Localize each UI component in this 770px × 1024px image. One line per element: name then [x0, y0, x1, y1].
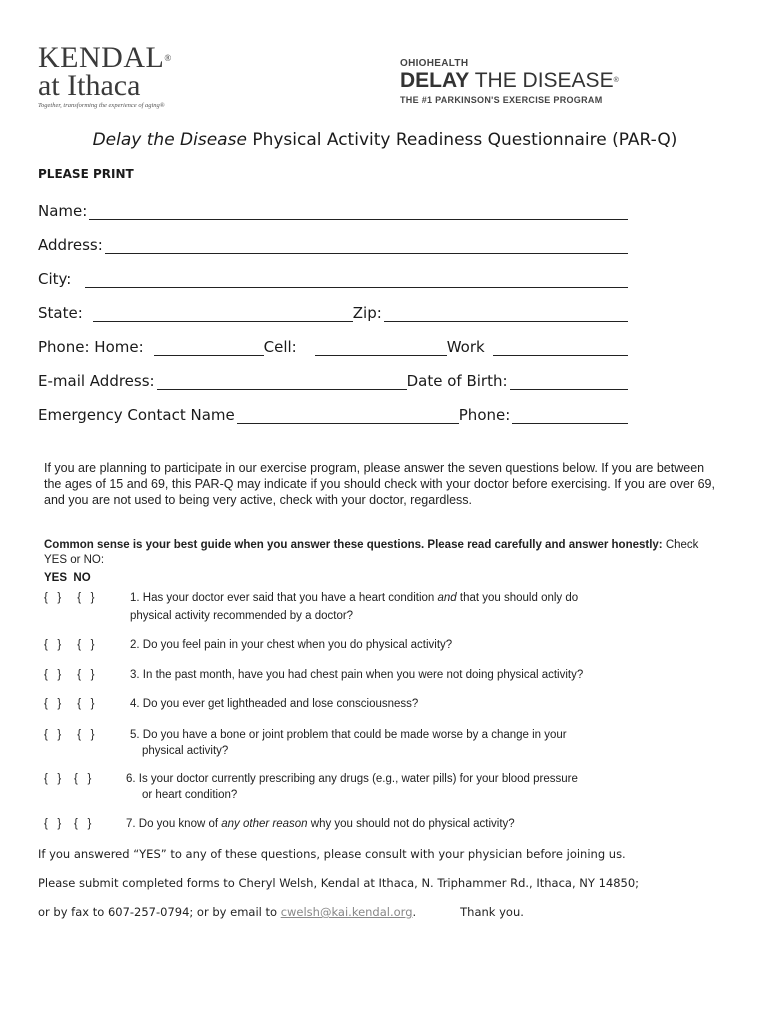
question-6-checkboxes[interactable]: { } { } — [44, 773, 92, 785]
footer-line-3 — [38, 905, 738, 919]
instructions-rest: Check YES or NO: — [44, 539, 699, 566]
question-1-continuation: physical activity recommended by a doctor? — [130, 610, 354, 622]
question-1-text: 1. Has your doctor ever said that you have a heart condition — [130, 592, 438, 604]
footer-fax-text: or by fax to 607-257-0794; or by email to — [38, 905, 281, 919]
question-3 — [44, 667, 684, 683]
kendal-logo-tagline: Together, transforming the experience of aging® — [38, 102, 165, 109]
kendal-logo — [38, 41, 178, 109]
phone-home-label: Phone: Home: — [38, 338, 144, 356]
state-zip-row — [38, 300, 628, 322]
zip-label: Zip: — [352, 304, 382, 322]
title-italic: Delay the Disease — [92, 130, 247, 150]
yes-no-header: YES NO — [44, 572, 91, 584]
question-2-text: 2. Do you feel pain in your chest when you do physical activity? — [130, 639, 453, 651]
dob-field[interactable] — [510, 373, 628, 390]
question-3-text: 3. In the past month, have you had chest pain when you were not doing physical activity? — [130, 669, 584, 681]
thank-you-text: Thank you. — [460, 905, 524, 919]
question-1-emphasis: and — [437, 592, 457, 604]
work-label: Work — [446, 338, 485, 356]
delay-logo-top: OHIOHEALTH — [400, 58, 469, 69]
question-7-text: 7. Do you know of — [126, 818, 222, 830]
delay-logo-mark: ® — [613, 77, 619, 84]
please-print-label: PLEASE PRINT — [38, 167, 134, 181]
question-6-continuation: or heart condition? — [142, 789, 238, 801]
footer-period: . — [412, 905, 417, 919]
address-field[interactable] — [105, 237, 628, 254]
delay-logo-rest: THE DISEASE — [469, 69, 614, 92]
question-3-checkboxes[interactable]: { } { } — [44, 669, 95, 681]
name-label: Name: — [38, 202, 88, 220]
zip-field[interactable] — [384, 305, 628, 322]
emergency-phone-label: Phone: — [458, 406, 511, 424]
delay-logo-bold: DELAY — [400, 69, 470, 92]
name-row — [38, 198, 628, 220]
question-6-text: 6. Is your doctor currently prescribing any drugs (e.g., water pills) for your blood pressure — [126, 773, 578, 785]
question-1-checkboxes[interactable]: { } { } — [44, 592, 95, 604]
question-7-checkboxes[interactable]: { } { } — [44, 818, 92, 830]
work-field[interactable] — [493, 339, 628, 356]
cell-label: Cell: — [263, 338, 297, 356]
question-5-checkboxes[interactable]: { } { } — [44, 729, 95, 741]
instructions-bold: Common sense is your best guide when you answer these questions. Please read carefully and answer honestly: — [44, 539, 663, 551]
city-field[interactable] — [85, 271, 628, 288]
footer-line-2: Please submit completed forms to Cheryl Welsh, Kendal at Ithaca, N. Triphammer Rd., Ithaca, NY 14850; — [38, 876, 640, 890]
state-label: State: — [38, 304, 83, 322]
phone-home-field[interactable] — [154, 339, 264, 356]
question-5-continuation: physical activity? — [142, 745, 229, 757]
question-6 — [44, 771, 684, 803]
question-5 — [44, 727, 684, 759]
delay-the-disease-logo — [400, 58, 620, 105]
footer-line-1: If you answered “YES” to any of these questions, please consult with your physician before joining us. — [38, 847, 626, 861]
instructions — [44, 538, 724, 568]
city-row — [38, 266, 628, 288]
emergency-label: Emergency Contact Name — [38, 406, 235, 424]
question-4-text: 4. Do you ever get lightheaded and lose consciousness? — [130, 698, 419, 710]
question-7 — [44, 816, 684, 832]
email-dob-row — [38, 368, 628, 390]
dob-label: Date of Birth: — [406, 372, 508, 390]
state-field[interactable] — [93, 305, 353, 322]
email-label: E-mail Address: — [38, 372, 155, 390]
emergency-phone-field[interactable] — [512, 407, 628, 424]
name-field[interactable] — [89, 203, 628, 220]
title-rest: Physical Activity Readiness Questionnaire (PAR-Q) — [246, 130, 678, 150]
email-link[interactable]: cwelsh@kai.kendal.org — [280, 905, 413, 919]
kendal-logo-mark: ® — [164, 53, 172, 63]
emergency-name-field[interactable] — [237, 407, 459, 424]
cell-field[interactable] — [315, 339, 447, 356]
question-1 — [44, 590, 684, 624]
intro-paragraph: If you are planning to participate in our exercise program, please answer the seven questions below. If you are between the ages of 15 and 69, this PAR-Q may indicate if you should check with your doctor before exercising. If you are over 69, and you are not used to being very active, check with your doctor, regardless. — [44, 461, 715, 507]
emergency-row — [38, 402, 628, 424]
email-field[interactable] — [157, 373, 407, 390]
kendal-logo-line1: KENDAL — [38, 41, 165, 74]
question-4 — [44, 696, 684, 712]
kendal-logo-line2: at Ithaca — [38, 69, 141, 102]
question-2 — [44, 637, 684, 653]
question-2-checkboxes[interactable]: { } { } — [44, 639, 95, 651]
question-1-text-end: that you should only do — [456, 592, 579, 604]
question-5-text: 5. Do you have a bone or joint problem that could be made worse by a change in your — [130, 729, 567, 741]
question-7-emphasis: any other reason — [221, 818, 308, 830]
phone-row — [38, 334, 628, 356]
question-4-checkboxes[interactable]: { } { } — [44, 698, 95, 710]
city-label: City: — [38, 270, 72, 288]
delay-logo-bottom: THE #1 PARKINSON'S EXERCISE PROGRAM — [400, 95, 603, 105]
page-title — [0, 130, 770, 150]
address-label: Address: — [38, 236, 103, 254]
question-7-text-end: why you should not do physical activity? — [307, 818, 515, 830]
address-row — [38, 232, 628, 254]
